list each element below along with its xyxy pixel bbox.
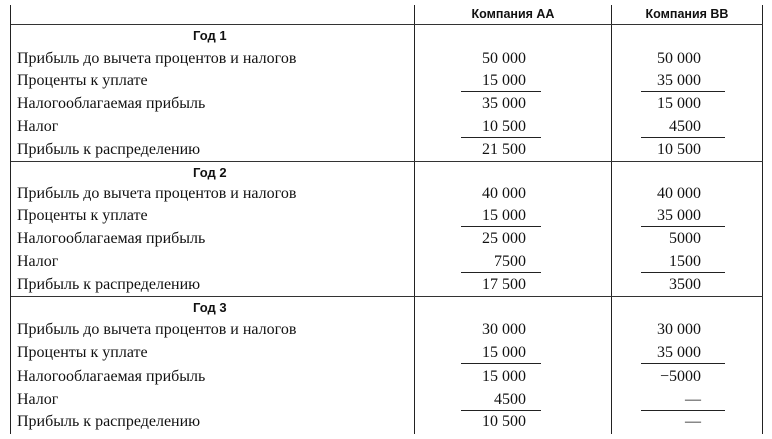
year-3-row-4-b: — <box>685 391 701 408</box>
year-2-row-3-label: Налогооблагаемая прибыль <box>17 230 206 247</box>
year-3-row-1-a: 30 000 <box>482 321 526 338</box>
year-3-row-1-label: Прибыль до вычета процентов и налогов <box>17 321 297 338</box>
financial-table <box>10 5 763 434</box>
year-1-row-2-label: Проценты к уплате <box>17 72 148 89</box>
year-1-row-4-b: 4500 <box>669 118 701 135</box>
header-company-a: Компания АА <box>471 7 555 21</box>
year-1-row-5-label: Прибыль к распределению <box>17 141 201 158</box>
year-2-row-2-label: Проценты к уплате <box>17 207 148 224</box>
header-divider <box>11 24 763 25</box>
year-3-row-3-label: Налогооблагаемая прибыль <box>17 368 206 385</box>
year-3-row-5-a: 10 500 <box>482 413 526 430</box>
year-1-row-2-b: 35 000 <box>657 72 701 89</box>
year-3-row-2-label: Проценты к уплате <box>17 344 148 361</box>
year-2-underline-b-2 <box>641 272 725 273</box>
year-1-row-4-label: Налог <box>17 118 59 135</box>
year-3-underline-b-2 <box>641 410 725 411</box>
year-2-row-1-b: 40 000 <box>657 185 701 202</box>
year-1-divider <box>11 161 763 162</box>
year-3-underline-a-2 <box>461 410 541 411</box>
year-2-row-4-b: 1500 <box>669 253 701 270</box>
year-3-row-4-a: 4500 <box>494 391 526 408</box>
year-1-underline-a <box>461 91 541 92</box>
year-3-title: Год 3 <box>193 300 227 315</box>
year-2-row-5-a: 17 500 <box>482 276 526 293</box>
year-3-row-5-label: Прибыль к распределению <box>17 413 201 430</box>
year-3-row-5-b: — <box>685 413 701 430</box>
year-1-row-2-a: 15 000 <box>482 72 526 89</box>
year-2-row-5-label: Прибыль к распределению <box>17 276 201 293</box>
column-divider-a <box>414 5 415 434</box>
year-3-row-1-b: 30 000 <box>657 321 701 338</box>
year-2-row-3-a: 25 000 <box>482 230 526 247</box>
year-2-title: Год 2 <box>193 165 227 180</box>
header-company-b: Компания ВВ <box>645 7 729 21</box>
year-2-row-1-label: Прибыль до вычета процентов и налогов <box>17 185 297 202</box>
year-2-divider <box>11 296 763 297</box>
year-2-row-2-a: 15 000 <box>482 207 526 224</box>
year-2-row-4-label: Налог <box>17 253 59 270</box>
year-1-title: Год 1 <box>193 28 227 43</box>
year-1-row-1-label: Прибыль до вычета процентов и налогов <box>17 50 297 67</box>
year-2-row-4-a: 7500 <box>494 253 526 270</box>
year-1-row-4-a: 10 500 <box>482 118 526 135</box>
year-3-row-2-b: 35 000 <box>657 344 701 361</box>
year-1-row-5-b: 10 500 <box>657 141 701 158</box>
year-1-row-3-b: 15 000 <box>657 95 701 112</box>
year-2-row-5-b: 3500 <box>669 276 701 293</box>
year-3-row-3-b: −5000 <box>659 368 701 385</box>
year-1-underline-b-2 <box>641 137 725 138</box>
year-2-underline-a <box>461 226 541 227</box>
year-3-underline-b <box>641 363 725 364</box>
year-1-underline-b <box>641 91 725 92</box>
column-divider-b <box>611 5 612 434</box>
year-3-row-4-label: Налог <box>17 391 59 408</box>
year-2-row-2-b: 35 000 <box>657 207 701 224</box>
year-2-row-3-b: 5000 <box>669 230 701 247</box>
year-1-underline-a-2 <box>461 137 541 138</box>
year-1-row-3-label: Налогооблагаемая прибыль <box>17 95 206 112</box>
year-1-row-5-a: 21 500 <box>482 141 526 158</box>
year-2-underline-a-2 <box>461 272 541 273</box>
year-3-row-2-a: 15 000 <box>482 344 526 361</box>
year-2-row-1-a: 40 000 <box>482 185 526 202</box>
year-3-underline-a <box>461 363 541 364</box>
year-1-row-3-a: 35 000 <box>482 95 526 112</box>
table-right-border <box>762 5 763 434</box>
year-1-row-1-a: 50 000 <box>482 50 526 67</box>
year-1-row-1-b: 50 000 <box>657 50 701 67</box>
year-3-row-3-a: 15 000 <box>482 368 526 385</box>
year-2-underline-b <box>641 226 725 227</box>
